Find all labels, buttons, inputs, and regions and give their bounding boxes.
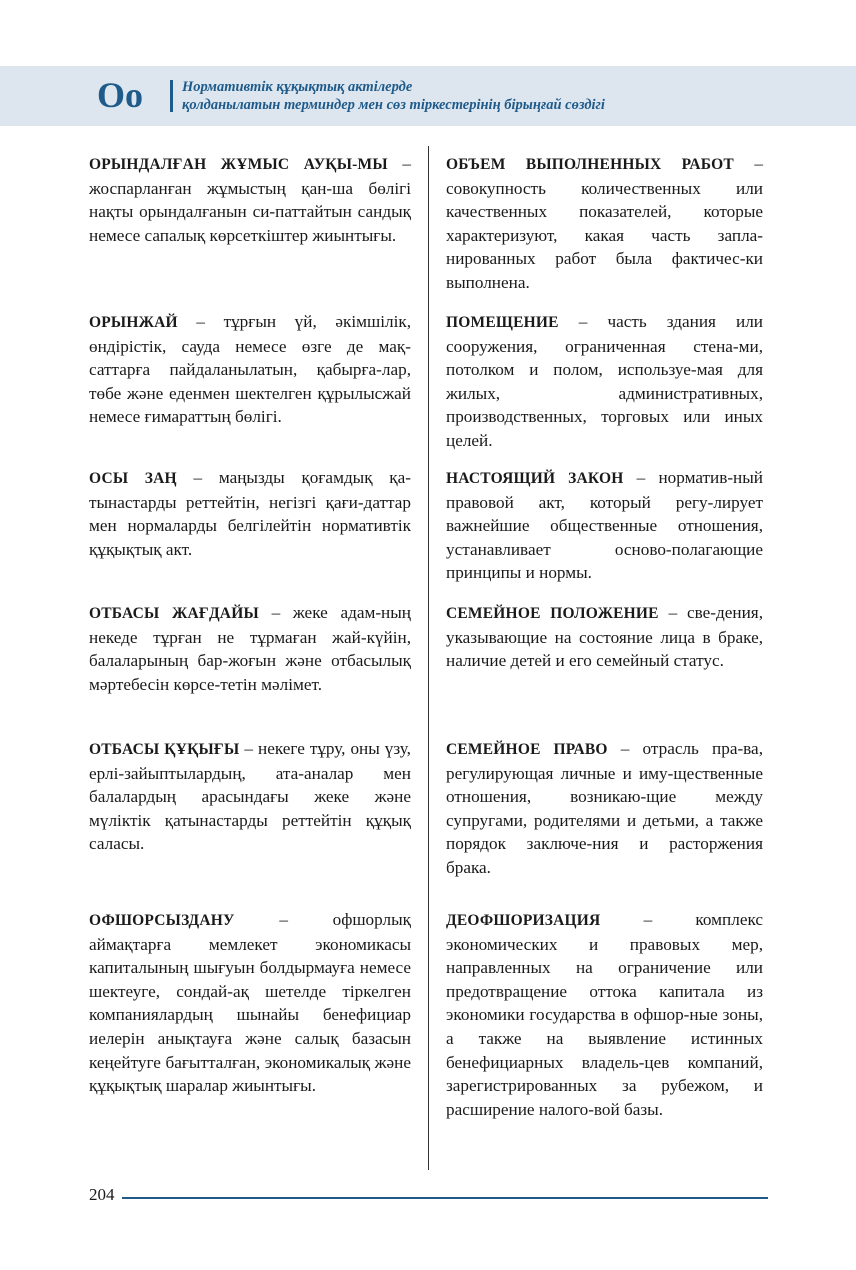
entry-definition: – некеге тұру, оны үзу, ерлі-зайыптылардың, ата-аналар мен балалардың арасындағы жеке және мүліктік қатынастарды реттейтін құқық саласы. [89, 739, 411, 854]
entry-definition: – норматив-ный правовой акт, который регу-лирует важнейшие общественные отношения, устанавливает осново-полагающие принципы и нормы. [446, 468, 764, 583]
entry-ru-6 [446, 908, 763, 1121]
entry-definition: – маңызды қоғамдық қа-тынастарды реттейтін, негізгі қағи-даттар мен нормаларды белгілейтін нормативтік құқықтық акт. [89, 468, 412, 559]
running-header-title [182, 78, 605, 114]
page-number: 204 [89, 1185, 115, 1204]
entry-term: ОРЫНДАЛҒАН ЖҰМЫС АУҚЫ-МЫ [89, 156, 388, 173]
entry-definition: – жоспарланған жұмыстың қан-ша бөлігі нақты орындалғанын си-паттайтын сандық немесе сапалық көрсеткіштер жиынтығы. [89, 154, 412, 245]
entry-term: ОТБАСЫ ҚҰҚЫҒЫ [89, 741, 240, 758]
entry-term: ПОМЕЩЕНИЕ [446, 314, 559, 331]
entry-kk-1 [89, 152, 411, 247]
entry-term: СЕМЕЙНОЕ ПОЛОЖЕНИЕ [446, 605, 659, 622]
entry-definition: – часть здания или сооружения, ограниченная стена-ми, потолком и полом, используе-мая для жилых, административных, производственных, торговых или иных целей. [446, 312, 763, 450]
section-letter: Оо [97, 75, 144, 115]
entry-term: ОТБАСЫ ЖАҒДАЙЫ [89, 605, 259, 622]
header-separator [170, 80, 173, 112]
entry-definition: – тұрғын үй, әкімшілік, өндірістік, сауда немесе өзге де мақ-саттарға пайдаланылатын, қабырға-лар, төбе және еденмен шектелген құрылысжай немесе ғимараттың бөлігі. [89, 312, 411, 427]
entry-kk-6 [89, 908, 411, 1098]
entry-definition: – жеке адам-ның некеде тұрған не тұрмаған жай-күйін, балаларының бар-жоғын және отбасылық мәртебесін көрсе-тетін мәлімет. [89, 603, 412, 694]
entry-term: НАСТОЯЩИЙ ЗАКОН [446, 470, 624, 487]
entry-definition: – комплекс экономических и правовых мер, направленных на ограничение или предотвращение оттока капитала из экономики государства в офшор-ные зоны, а также на выявление истинных бенефициарных владель-цев компаний, зарегистрированных за рубежом, и расширение налого-вой базы. [446, 910, 763, 1119]
footer-rule [122, 1197, 768, 1199]
entry-kk-4 [89, 601, 411, 696]
entry-ru-1 [446, 152, 763, 295]
entry-term: ОРЫНЖАЙ [89, 314, 178, 331]
entry-term: ДЕОФШОРИЗАЦИЯ [446, 912, 601, 929]
entry-definition: – офшорлық аймақтарға мемлекет экономикасы капиталының шығуын болдырмауға немесе шектеуге, сондай-ақ шетелде тіркелген компаниялардың шынайы бенефициар иелерін анықтауға және салық базасын кеңейтуге бағытталған, экономикалық және құқықтық шаралар жиынтығы. [89, 910, 411, 1096]
header-title-line-1: Нормативтік құқықтық актілерде [182, 79, 413, 95]
entry-ru-4 [446, 601, 763, 673]
entry-term: ОФШОРСЫЗДАНУ [89, 912, 235, 929]
entry-ru-3 [446, 466, 763, 585]
header-title-line-2: қолданылатын терминдер мен сөз тіркестерінің бірыңғай сөздігі [182, 97, 605, 113]
entry-definition: – отрасль пра-ва, регулирующая личные и иму-щественные отношения, возникаю-щие между супругами, родителями и детьми, а также порядок заключе-ния и расторжения брака. [446, 739, 763, 877]
entry-ru-2 [446, 310, 763, 453]
entry-kk-3 [89, 466, 411, 561]
entry-term: СЕМЕЙНОЕ ПРАВО [446, 741, 608, 758]
column-divider [428, 146, 429, 1170]
entry-term: ОСЫ ЗАҢ [89, 470, 177, 487]
entry-definition: – све-дения, указывающие на состояние лица в браке, наличие детей и его семейный статус. [446, 603, 763, 671]
entry-ru-5 [446, 737, 763, 880]
entry-kk-2 [89, 310, 411, 429]
entry-term: ОБЪЕМ ВЫПОЛНЕННЫХ РАБОТ [446, 156, 734, 173]
entry-kk-5 [89, 737, 411, 856]
entry-definition: – совокупность количественных или качественных показателей, которые характеризуют, какая часть запла-нированных работ была фактичес-ки выполнена. [446, 154, 764, 292]
